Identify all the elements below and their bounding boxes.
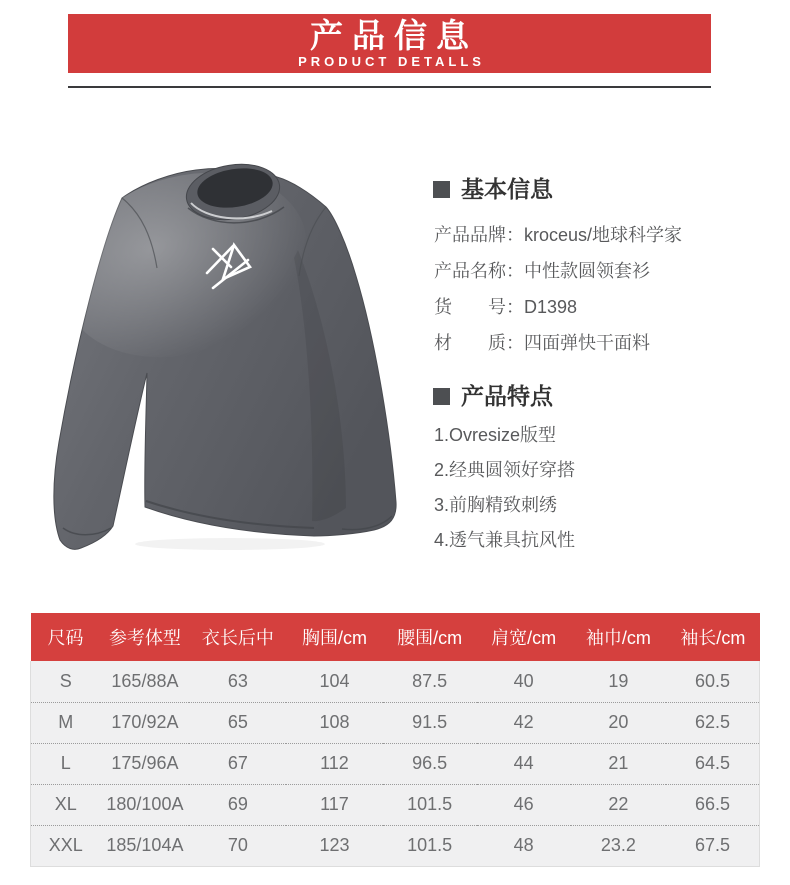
info-row-brand <box>434 223 774 248</box>
banner-subtitle: PRODUCT DETALLS <box>298 54 485 69</box>
cell: 20 <box>571 702 666 743</box>
info-value: D1398 <box>524 297 578 317</box>
cell: 46 <box>477 784 571 825</box>
cell: XL <box>31 784 101 825</box>
cell: 165/88A <box>100 661 189 702</box>
info-value: kroceus/地球科学家 <box>524 225 683 245</box>
col-header-back-length: 衣长后中 <box>189 613 286 661</box>
cell: L <box>31 743 101 784</box>
cell: 60.5 <box>666 661 759 702</box>
cell: 175/96A <box>100 743 189 784</box>
cell: 91.5 <box>383 702 477 743</box>
col-header-shoulder: 肩宽/cm <box>477 613 571 661</box>
table-row-s <box>31 661 760 702</box>
info-label: 产品品牌： <box>434 225 524 245</box>
cell: 65 <box>189 702 286 743</box>
divider-line <box>68 86 711 88</box>
feature-item-4: 4.透气兼具抗风性 <box>434 530 576 550</box>
info-label: 材 质： <box>434 333 524 353</box>
cell: 23.2 <box>571 825 666 866</box>
table-row-xl <box>31 784 760 825</box>
table-row-l <box>31 743 760 784</box>
cell: S <box>31 661 101 702</box>
cell: 40 <box>477 661 571 702</box>
info-value: 中性款圆领套衫 <box>524 261 650 281</box>
cell: 101.5 <box>383 784 477 825</box>
size-table-header-row <box>31 613 760 661</box>
cell: 66.5 <box>666 784 759 825</box>
banner <box>68 14 711 73</box>
cell: 42 <box>477 702 571 743</box>
col-header-sleeve-length: 袖长/cm <box>666 613 759 661</box>
basic-info-heading-label: 基本信息 <box>461 176 553 202</box>
feature-item-3: 3.前胸精致刺绣 <box>434 495 558 515</box>
info-row-name <box>434 259 774 284</box>
col-header-cuff: 袖巾/cm <box>571 613 666 661</box>
info-label: 货 号： <box>434 297 524 317</box>
cell: 67.5 <box>666 825 759 866</box>
cell: 21 <box>571 743 666 784</box>
cell: 117 <box>286 784 382 825</box>
cell: 108 <box>286 702 382 743</box>
feature-item-1: 1.Ovresize版型 <box>434 425 557 445</box>
col-header-size: 尺码 <box>31 613 101 661</box>
info-label: 产品名称： <box>434 261 524 281</box>
size-table <box>30 613 760 867</box>
cell: 69 <box>189 784 286 825</box>
heading-bullet-square <box>433 181 450 198</box>
col-header-waist: 腰围/cm <box>383 613 477 661</box>
basic-info-heading <box>433 176 553 202</box>
cell: 22 <box>571 784 666 825</box>
col-header-body-type: 参考体型 <box>100 613 189 661</box>
cell: 104 <box>286 661 382 702</box>
cell: XXL <box>31 825 101 866</box>
ground-shadow <box>135 538 325 550</box>
banner-title: 产品信息 <box>310 17 478 54</box>
sweatshirt-illustration <box>0 130 430 600</box>
cell: 96.5 <box>383 743 477 784</box>
features-heading-label: 产品特点 <box>461 383 553 409</box>
heading-bullet-square <box>433 388 450 405</box>
cell: 87.5 <box>383 661 477 702</box>
cell: 48 <box>477 825 571 866</box>
table-row-xxl <box>31 825 760 866</box>
cell: 64.5 <box>666 743 759 784</box>
cell: 170/92A <box>100 702 189 743</box>
cell: M <box>31 702 101 743</box>
cell: 67 <box>189 743 286 784</box>
product-image <box>0 130 430 600</box>
cell: 62.5 <box>666 702 759 743</box>
size-table-wrap <box>30 613 760 867</box>
cell: 185/104A <box>100 825 189 866</box>
cell: 70 <box>189 825 286 866</box>
table-row-m <box>31 702 760 743</box>
cell: 180/100A <box>100 784 189 825</box>
cell: 101.5 <box>383 825 477 866</box>
cell: 112 <box>286 743 382 784</box>
feature-item-2: 2.经典圆领好穿搭 <box>434 460 576 480</box>
features-heading <box>433 383 553 409</box>
cell: 123 <box>286 825 382 866</box>
cell: 44 <box>477 743 571 784</box>
info-row-item-number <box>434 295 774 320</box>
cell: 63 <box>189 661 286 702</box>
col-header-chest: 胸围/cm <box>286 613 382 661</box>
info-value: 四面弹快干面料 <box>524 333 650 353</box>
cell: 19 <box>571 661 666 702</box>
info-row-material <box>434 331 774 356</box>
